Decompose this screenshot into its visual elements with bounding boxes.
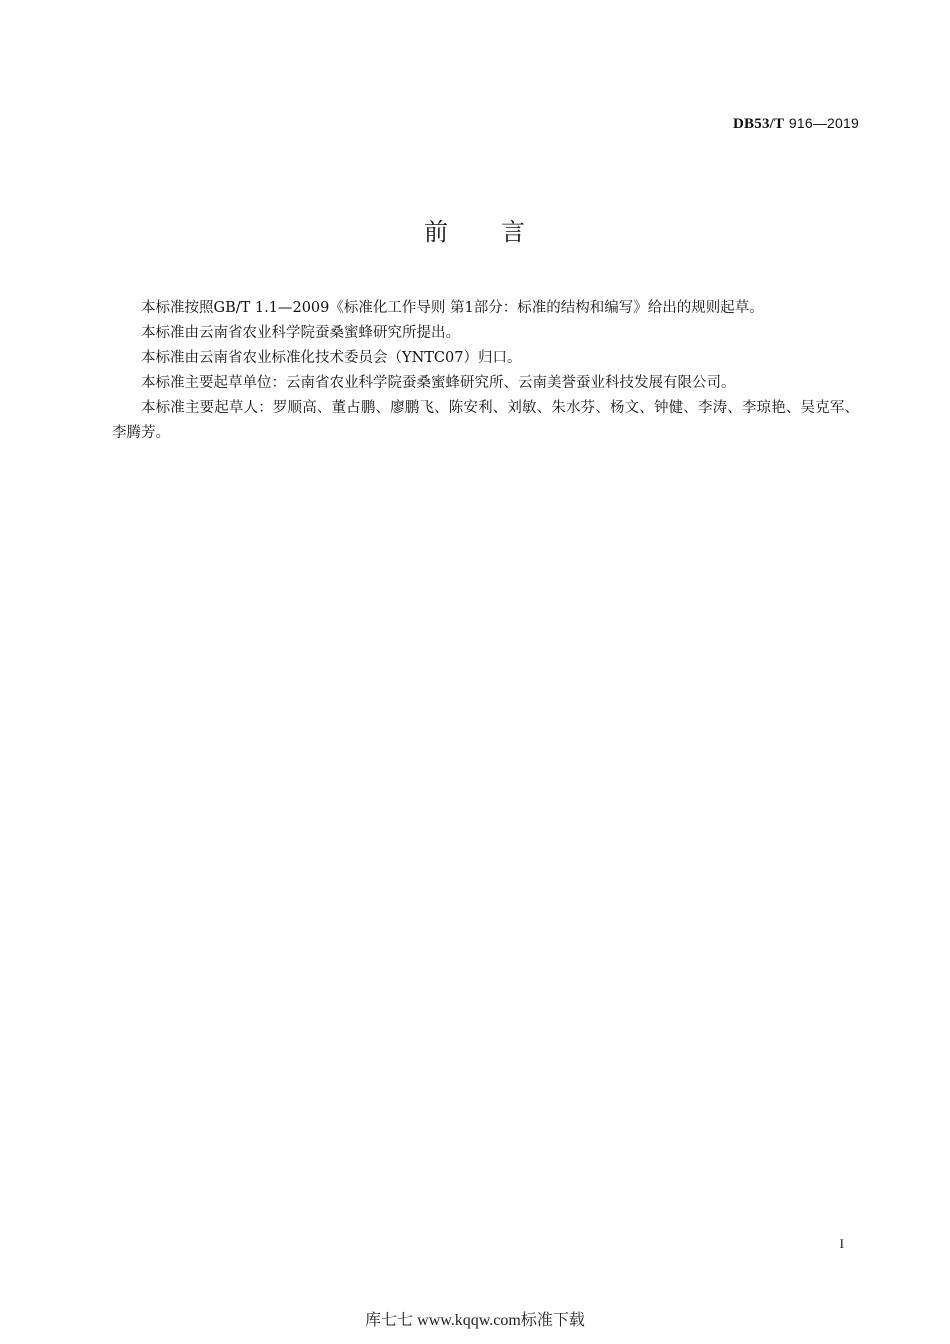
foreword-body	[112, 296, 859, 446]
foreword-paragraph-committee: 本标准由云南省农业标准化技术委员会（YNTC07）归口。	[141, 350, 522, 366]
foreword-paragraph-drafting-units: 本标准主要起草单位：云南省农业科学院蚕桑蜜蜂研究所、云南美誉蚕业科技发展有限公司。	[141, 375, 736, 391]
page-title-char-2: 言	[501, 218, 526, 246]
foreword-paragraph-drafting-rules: 本标准按照GB/T 1.1—2009《标准化工作导则 第1部分：标准的结构和编写》给出的规则起草。	[141, 300, 764, 316]
foreword-paragraph-drafters: 本标准主要起草人：罗顺高、董占鹏、廖鹏飞、陈安利、刘敏、朱水芬、杨文、钟健、李涛、李琼艳、吴克军、李腾芳。	[112, 400, 859, 441]
standard-code	[733, 115, 859, 133]
footer-watermark: 库七七 www.kqqw.com标准下载	[365, 1312, 585, 1329]
standard-code-prefix: DB53/T	[733, 116, 785, 132]
page-title-char-1: 前	[424, 218, 449, 246]
standard-code-number: 916—2019	[788, 115, 859, 131]
page-title	[0, 212, 950, 247]
foreword-paragraph-proposer: 本标准由云南省农业科学院蚕桑蜜蜂研究所提出。	[141, 325, 460, 341]
page-number: I	[839, 1236, 844, 1251]
